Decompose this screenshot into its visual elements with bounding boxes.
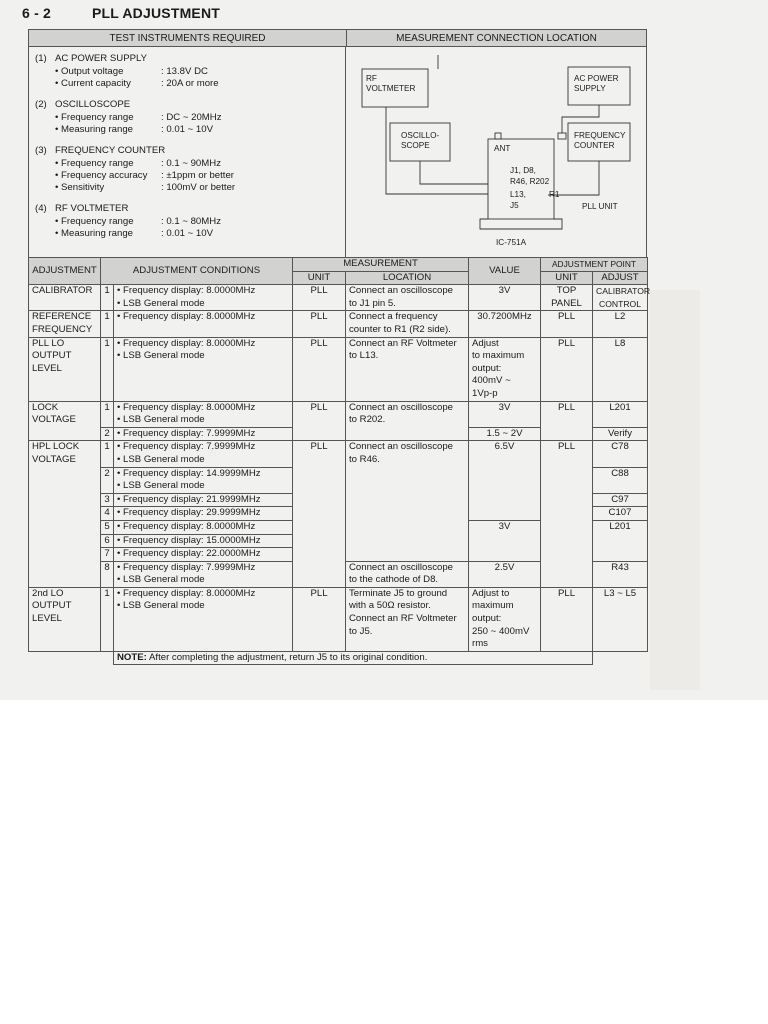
col-adj-point: ADJUSTMENT POINT [541, 258, 648, 272]
ac-power-label: AC POWER [574, 74, 619, 83]
table-row [29, 401, 648, 427]
oscilloscope-label: OSCILLO- [401, 131, 440, 140]
condition-cell: • Frequency display: 8.0000MHz • LSB General mode [114, 337, 293, 401]
condition-cell: • Frequency display: 8.0000MHz • LSB General mode [114, 285, 293, 311]
measure-unit: PLL [293, 337, 346, 401]
step-number: 1 [101, 285, 114, 311]
adjustment-name: 2nd LO OUTPUT LEVEL [29, 587, 101, 651]
col-measurement: MEASUREMENT [293, 258, 469, 272]
instrument-item: (1) AC POWER SUPPLY • Output voltage : 13.8V DC • Current capacity : 20A or more [35, 53, 219, 89]
location-cell: Connect an oscilloscope to R202. [346, 401, 469, 441]
step-number: 2 [101, 427, 114, 441]
adjust-cell: L8 [593, 337, 648, 401]
condition-cell: • Frequency display: 21.9999MHz [114, 493, 293, 507]
instruments-list [28, 47, 346, 257]
condition-cell: • Frequency display: 8.0000MHz [114, 311, 293, 337]
ant-label: ANT [494, 144, 511, 153]
table-row [29, 587, 648, 651]
ic-label: IC-751A [496, 238, 527, 247]
table-header-row [29, 258, 648, 272]
power-wire [562, 105, 599, 133]
location-cell: Connect an oscilloscope to J1 pin 5. [346, 285, 469, 311]
board-outline [480, 219, 562, 229]
table-row [29, 337, 648, 401]
step-number: 2 [101, 467, 114, 493]
connection-diagram-svg [346, 47, 647, 257]
adjustment-sheet [28, 29, 651, 669]
col-value: VALUE [469, 258, 541, 285]
location-cell: Terminate J5 to ground with a 50Ω resistor. Connect an RF Voltmeter to J5. [346, 587, 469, 651]
section-number: 6 - 2 [22, 5, 52, 21]
col-unit: UNIT [293, 271, 346, 285]
counter-wire [554, 161, 599, 195]
oscilloscope-wire [420, 161, 488, 184]
table-row [29, 441, 648, 467]
value-cell: 1.5 ~ 2V [469, 427, 541, 441]
frequency-counter-label: COUNTER [574, 141, 615, 150]
instrument-item: (2) OSCILLOSCOPE • Frequency range : DC ~ 20MHz • Measuring range : 0.01 ~ 10V [35, 99, 222, 135]
step-number: 4 [101, 507, 114, 521]
table-row [29, 285, 648, 311]
point-unit: PLL [541, 311, 593, 337]
location-cell: Connect an RF Voltmeter to L13. [346, 337, 469, 401]
step-number: 3 [101, 493, 114, 507]
col-adjustment: ADJUSTMENT [29, 258, 101, 285]
value-cell: 3V [469, 401, 541, 427]
step-number: 1 [101, 587, 114, 651]
frequency-counter-label: FREQUENCY [574, 131, 626, 140]
adjust-cell: CALIBRATOR CONTROL [593, 285, 648, 311]
adjustment-name: LOCK VOLTAGE [29, 401, 101, 441]
adjust-cell: C78 [593, 441, 648, 467]
measure-unit: PLL [293, 401, 346, 441]
col-location: LOCATION [346, 271, 469, 285]
condition-cell: • Frequency display: 7.9999MHz • LSB General mode [114, 561, 293, 587]
instrument-item: (4) RF VOLTMETER • Frequency range : 0.1 ~ 80MHz • Measuring range : 0.01 ~ 10V [35, 203, 221, 239]
point-unit: PLL [541, 401, 593, 441]
r1-label: R1 [549, 190, 560, 199]
power-connector [558, 133, 566, 139]
page-shadow [650, 290, 700, 690]
value-cell: 3V [469, 285, 541, 311]
rf-voltmeter-label: RF [366, 74, 377, 83]
value-cell: 6.5V [469, 441, 541, 521]
measure-unit: PLL [293, 285, 346, 311]
location-cell: Connect an oscilloscope to the cathode of D8. [346, 561, 469, 587]
step-number: 8 [101, 561, 114, 587]
condition-cell: • Frequency display: 7.9999MHz [114, 427, 293, 441]
step-number: 7 [101, 548, 114, 562]
adjust-cell: C88 [593, 467, 648, 493]
condition-cell: • Frequency display: 22.0000MHz [114, 548, 293, 562]
connection-diagram [346, 47, 647, 257]
condition-cell: • Frequency display: 29.9999MHz [114, 507, 293, 521]
adjust-cell: Verify [593, 427, 648, 441]
value-cell: 30.7200MHz [469, 311, 541, 337]
measure-unit: PLL [293, 587, 346, 651]
value-cell: Adjust to maximum output: 400mV ~ 1Vp-p [469, 337, 541, 401]
note-cell [114, 651, 593, 665]
instrument-item: (3) FREQUENCY COUNTER • Frequency range : 0.1 ~ 90MHz • Frequency accuracy : ±1ppm or better • Sensitivity : 100mV or better [35, 145, 236, 193]
rf-voltmeter-wire [386, 107, 488, 194]
adjust-cell: L201 [593, 520, 648, 561]
adjustment-name: HPL LOCK VOLTAGE [29, 441, 101, 588]
location-cell: Connect a frequency counter to R1 (R2 side). [346, 311, 469, 337]
point-unit: PLL [541, 337, 593, 401]
value-cell: 3V [469, 520, 541, 561]
condition-cell: • Frequency display: 15.0000MHz [114, 534, 293, 548]
oscilloscope-label: SCOPE [401, 141, 430, 150]
step-number: 6 [101, 534, 114, 548]
step-number: 1 [101, 401, 114, 427]
measure-unit: PLL [293, 441, 346, 588]
col-adjust: ADJUST [593, 271, 648, 285]
condition-cell: • Frequency display: 7.9999MHz • LSB General mode [114, 441, 293, 467]
adjust-cell: L2 [593, 311, 648, 337]
location-cell: Connect an oscilloscope to R46. [346, 441, 469, 561]
step-number: 1 [101, 441, 114, 467]
note-row [29, 651, 648, 665]
ant-connector [495, 133, 501, 139]
board-label: J1, D8, [510, 166, 536, 175]
adjust-cell: L201 [593, 401, 648, 427]
board-label: J5 [510, 201, 519, 210]
ac-power-label: SUPPLY [574, 84, 606, 93]
condition-cell: • Frequency display: 14.9999MHz • LSB General mode [114, 467, 293, 493]
table-row [29, 311, 648, 337]
board-label: L13, [510, 190, 526, 199]
step-number: 1 [101, 311, 114, 337]
condition-cell: • Frequency display: 8.0000MHz • LSB General mode [114, 401, 293, 427]
adjust-cell: L3 ~ L5 [593, 587, 648, 651]
pll-unit-label: PLL UNIT [582, 202, 618, 211]
point-unit: TOP PANEL [541, 285, 593, 311]
note-text: After completing the adjustment, return J5 to its original condition. [149, 651, 428, 663]
condition-cell: • Frequency display: 8.0000MHz [114, 520, 293, 534]
adjust-cell: C107 [593, 507, 648, 521]
section-title [22, 5, 220, 21]
condition-cell: • Frequency display: 8.0000MHz • LSB General mode [114, 587, 293, 651]
point-unit: PLL [541, 587, 593, 651]
value-cell: Adjust to maximum output: 250 ~ 400mV rms [469, 587, 541, 651]
adjustment-name: PLL LO OUTPUT LEVEL [29, 337, 101, 401]
step-number: 5 [101, 520, 114, 534]
adjust-cell: C97 [593, 493, 648, 507]
adjust-cell: R43 [593, 561, 648, 587]
adjustment-name: CALIBRATOR [29, 285, 101, 311]
value-cell: 2.5V [469, 561, 541, 587]
note-label: NOTE: [117, 651, 147, 663]
rf-voltmeter-label: VOLTMETER [366, 84, 416, 93]
section-heading: PLL ADJUSTMENT [92, 5, 221, 21]
connection-header: MEASUREMENT CONNECTION LOCATION [346, 29, 647, 47]
col-point-unit: UNIT [541, 271, 593, 285]
instruments-header: TEST INSTRUMENTS REQUIRED [28, 29, 347, 47]
step-number: 1 [101, 337, 114, 401]
adjustment-name: REFERENCE FREQUENCY [29, 311, 101, 337]
adjustment-table [28, 257, 651, 665]
board-label: R46, R202 [510, 177, 550, 186]
col-conditions: ADJUSTMENT CONDITIONS [101, 258, 293, 285]
measure-unit: PLL [293, 311, 346, 337]
point-unit: PLL [541, 441, 593, 588]
